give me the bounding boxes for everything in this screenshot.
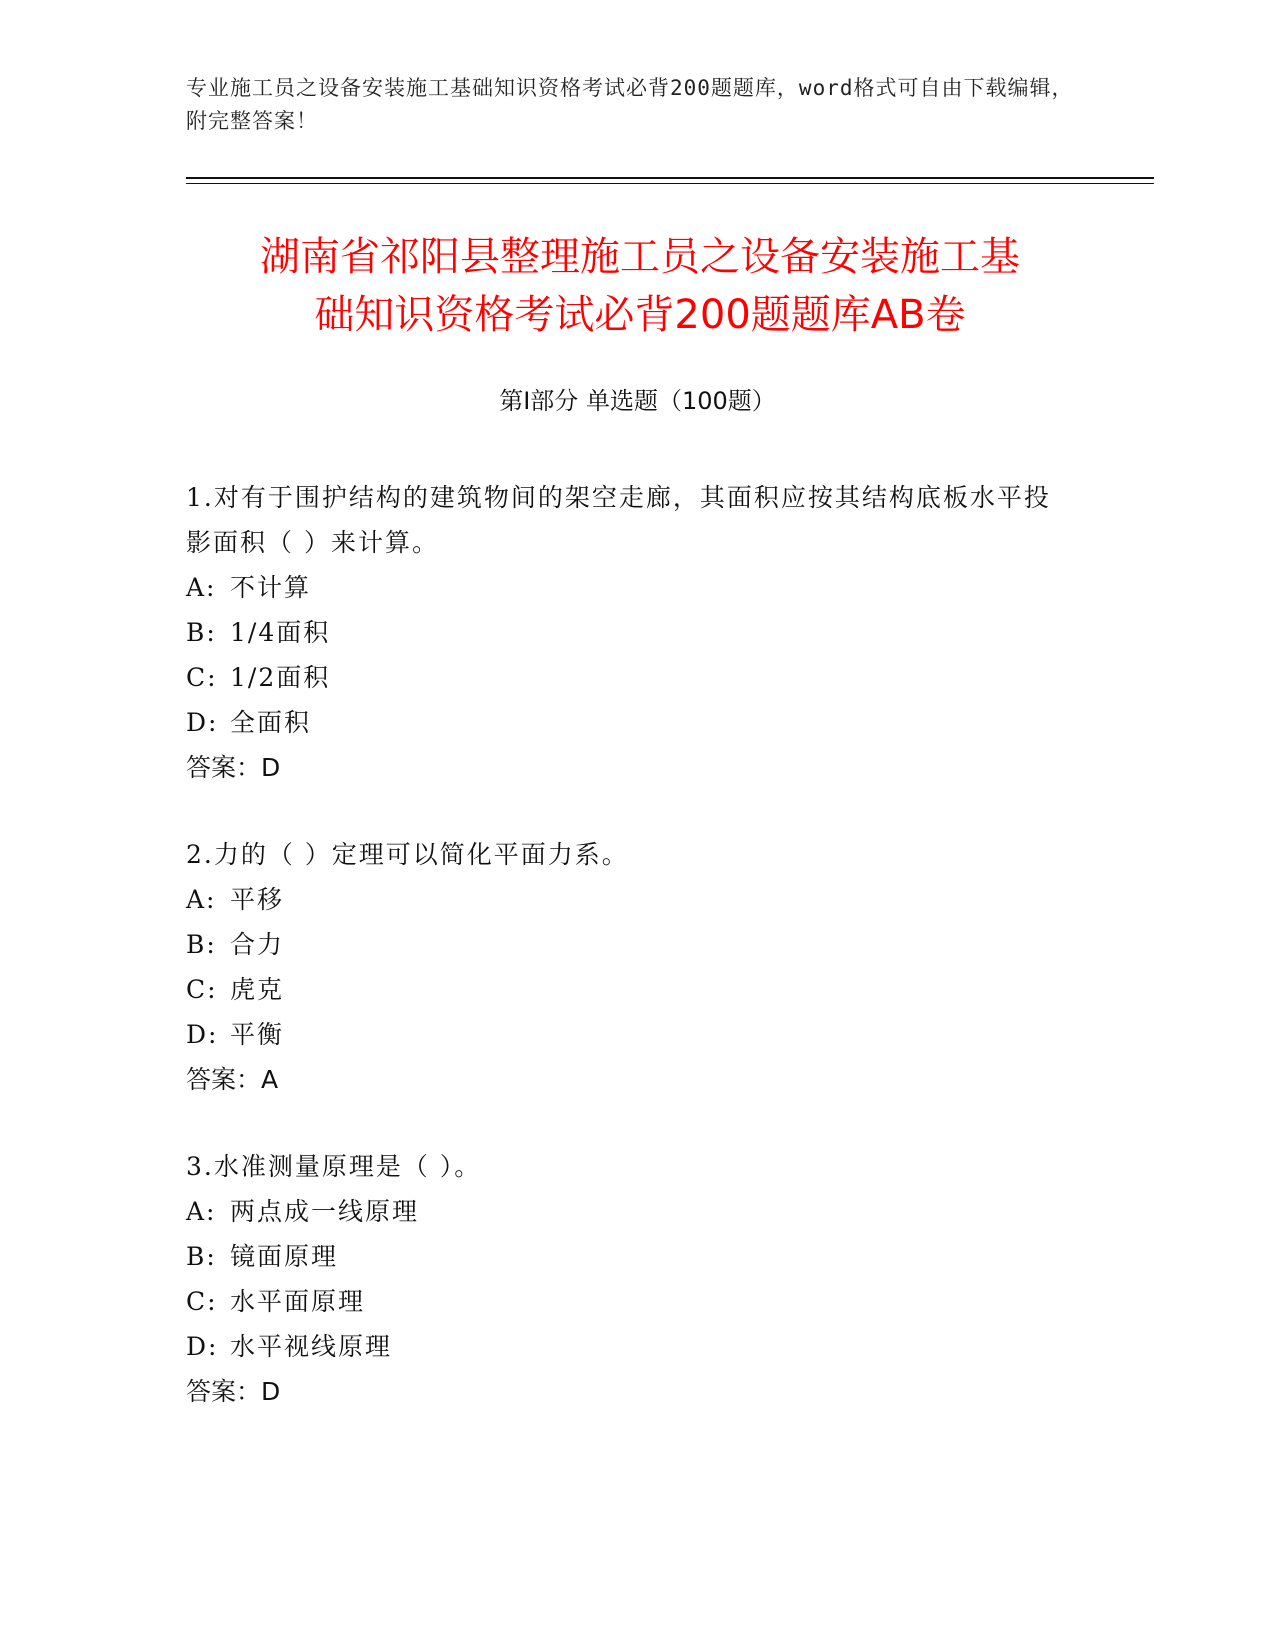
option-c xyxy=(186,967,1066,1012)
question-stem: 3.水准测量原理是（ ）。 xyxy=(186,1152,482,1181)
question-stem: 1.对有于围护结构的建筑物间的架空走廊，其面积应按其结构底板水平投影面积（ ）来计算。 xyxy=(186,483,1051,557)
option-a xyxy=(186,877,1066,922)
question-2 xyxy=(186,832,1066,1102)
document-title-line-1: 湖南省祁阳县整理施工员之设备安装施工基 xyxy=(260,234,1020,280)
option-b xyxy=(186,610,1066,655)
option-letter: B: xyxy=(186,1242,217,1271)
document-title xyxy=(160,228,1120,344)
option-letter: D: xyxy=(186,1020,219,1049)
question-3 xyxy=(186,1144,1066,1414)
option-letter: A: xyxy=(186,1197,217,1226)
option-a xyxy=(186,1189,1066,1234)
option-text: 全面积 xyxy=(230,708,312,737)
option-letter: C: xyxy=(186,1287,218,1316)
option-text: 1/4面积 xyxy=(230,618,331,647)
option-d xyxy=(186,1012,1066,1057)
option-letter: C: xyxy=(186,663,218,692)
option-c xyxy=(186,1279,1066,1324)
option-text: 两点成一线原理 xyxy=(230,1197,420,1226)
option-letter: D: xyxy=(186,708,219,737)
option-text: 虎克 xyxy=(230,975,285,1004)
answer-line: 答案：D xyxy=(186,753,281,782)
option-text: 镜面原理 xyxy=(230,1242,339,1271)
answer-line: 答案：A xyxy=(186,1065,279,1094)
answer-line: 答案：D xyxy=(186,1377,281,1406)
header-note: 专业施工员之设备安装施工基础知识资格考试必背200题题库，word格式可自由下载编辑，附完整答案！ xyxy=(186,76,1074,133)
option-text: 不计算 xyxy=(230,573,312,602)
option-letter: B: xyxy=(186,618,217,647)
option-text: 1/2面积 xyxy=(230,663,331,692)
option-c xyxy=(186,655,1066,700)
option-text: 合力 xyxy=(230,930,285,959)
question-list xyxy=(186,475,1066,1456)
option-d xyxy=(186,700,1066,745)
option-letter: A: xyxy=(186,573,217,602)
document-title-line-2: 础知识资格考试必背200题题库AB卷 xyxy=(314,292,966,338)
option-b xyxy=(186,1234,1066,1279)
header-divider-thick xyxy=(186,177,1154,179)
option-text: 平移 xyxy=(230,885,285,914)
question-stem: 2.力的（ ）定理可以简化平面力系。 xyxy=(186,840,629,869)
option-letter: C: xyxy=(186,975,218,1004)
option-text: 水平面原理 xyxy=(230,1287,366,1316)
option-text: 水平视线原理 xyxy=(230,1332,393,1361)
option-letter: D: xyxy=(186,1332,219,1361)
option-text: 平衡 xyxy=(230,1020,285,1049)
section-heading: 第Ⅰ部分 单选题（100题） xyxy=(499,387,776,415)
question-1 xyxy=(186,475,1066,790)
option-b xyxy=(186,922,1066,967)
option-letter: A: xyxy=(186,885,217,914)
option-a xyxy=(186,565,1066,610)
option-d xyxy=(186,1324,1066,1369)
header-divider-thin xyxy=(186,183,1154,184)
option-letter: B: xyxy=(186,930,217,959)
